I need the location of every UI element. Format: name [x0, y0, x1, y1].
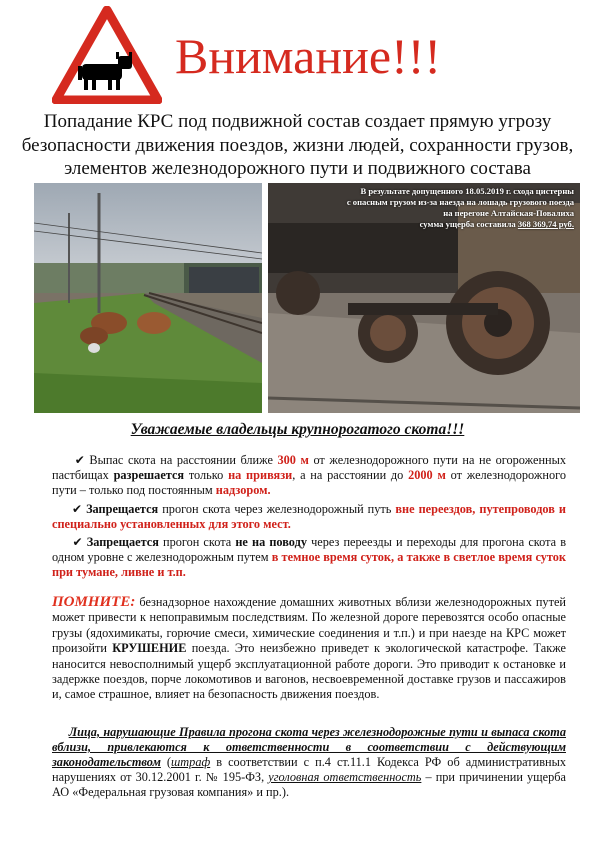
- rule-text: Выпас скота на расстоянии ближе: [89, 453, 278, 467]
- page-title: Внимание!!!: [175, 28, 442, 84]
- rule-bold: Запрещается: [86, 502, 159, 516]
- rule-bold: Запрещается: [86, 535, 159, 549]
- rule-highlight: на привязи: [228, 468, 293, 482]
- fine-term: штраф: [171, 755, 211, 769]
- rule-item: [52, 535, 566, 580]
- rule-highlight: надзором.: [215, 483, 271, 497]
- liability-paragraph: [52, 725, 566, 800]
- rule-text: прогон скота через железнодорожный путь: [158, 502, 396, 516]
- checkmark-icon: ✔: [72, 502, 83, 516]
- cattle-on-tracks-photo: [34, 183, 262, 413]
- rule-text: от железнодорожного пути на не огороженных пастбищах: [52, 453, 567, 482]
- rule-highlight: 300 м: [277, 453, 309, 467]
- remember-label: ПОМНИТЕ:: [52, 594, 136, 610]
- rule-highlight: вне переездов, путепроводов и специально установленных для этого мест.: [52, 502, 567, 531]
- damage-amount: 368 369,74 руб.: [517, 219, 574, 229]
- liability-text: (: [160, 755, 172, 769]
- subtitle: Уважаемые владельцы крупнорогатого скота!!!: [130, 421, 465, 438]
- derailed-tank-car-photo: [268, 183, 580, 413]
- rule-highlight: в темное время суток, а также в светлое время суток при тумане, ливне и т.п.: [52, 550, 566, 579]
- rule-highlight: 2000 м: [408, 468, 446, 482]
- intro-text: Попадание КРС под подвижной состав создает прямую угрозу безопасности движения поездов, жизни людей, сохранности грузов, элементов железнодорожного пути и подвижного состава: [21, 111, 574, 179]
- liability-text: в соответствии с п.4 ст.11.1 Кодекса РФ об административных нарушениях от 30.12.2001 г. № 195-ФЗ,: [52, 755, 566, 784]
- rule-text: от железнодорожного пути – только под постоянным: [52, 468, 567, 497]
- rule-text: , а на расстоянии до: [292, 468, 409, 482]
- rule-bold: не на поводу: [235, 535, 307, 549]
- rule-item: [52, 502, 566, 532]
- caption-text: сумма ущерба составила: [419, 219, 518, 229]
- caption-line: на перегоне Алтайская-Повалиха: [443, 208, 574, 218]
- rule-text: прогон скота: [158, 535, 236, 549]
- caption-line: В результате допущенного 18.05.2019 г. схода цистерны: [360, 186, 574, 196]
- cattle-warning-sign-icon: [52, 6, 162, 104]
- rule-text: только: [184, 468, 229, 482]
- rule-text: через переезды и переходы для прогона скота в одном уровне с железнодорожным путем: [52, 535, 567, 564]
- remember-paragraph: [52, 595, 566, 703]
- remember-text: безнадзорное нахождение домашних животных вблизи железнодорожных путей может привести к непоправимым последствиям. По железной дороге перевозятся особо опасные грузы (ядохимикаты, горючие смеси, химические соединения и т.п.) и при наезде на КРС может произойти: [52, 595, 566, 656]
- checkmark-icon: ✔: [74, 453, 85, 467]
- liability-text: – при причинении ущерба АО «Федеральная грузовая компания» и пр.).: [52, 770, 566, 799]
- rule-bold: разрешается: [113, 468, 185, 482]
- remember-text: поезда. Это неизбежно приведет к экологической катастрофе. Также наносится невосполнимый ущерб эксплуатационной работе дороги. Это приводит к остановке и задержке поездов, порче локомотивов и вагонов, несвоевременной доставке грузов и пассажиров и, самое страшное, влияет на безопасность движения поездов.: [52, 641, 566, 702]
- criminal-liability-term: уголовная ответственность: [268, 770, 422, 784]
- remember-bold: КРУШЕНИЕ: [112, 641, 187, 656]
- checkmark-icon: ✔: [72, 535, 83, 549]
- rule-item: [52, 453, 566, 498]
- photo-caption: [294, 186, 574, 230]
- liability-bold: Лица, нарушающие Правила прогона скота через железнодорожные пути и выпаса скота вблизи, привлекаются к ответственности в соответствии с действующим законодательством: [52, 725, 567, 769]
- caption-line: с опасным грузом из-за наезда на лошадь грузового поезда: [346, 197, 574, 207]
- caption-line: [294, 219, 574, 230]
